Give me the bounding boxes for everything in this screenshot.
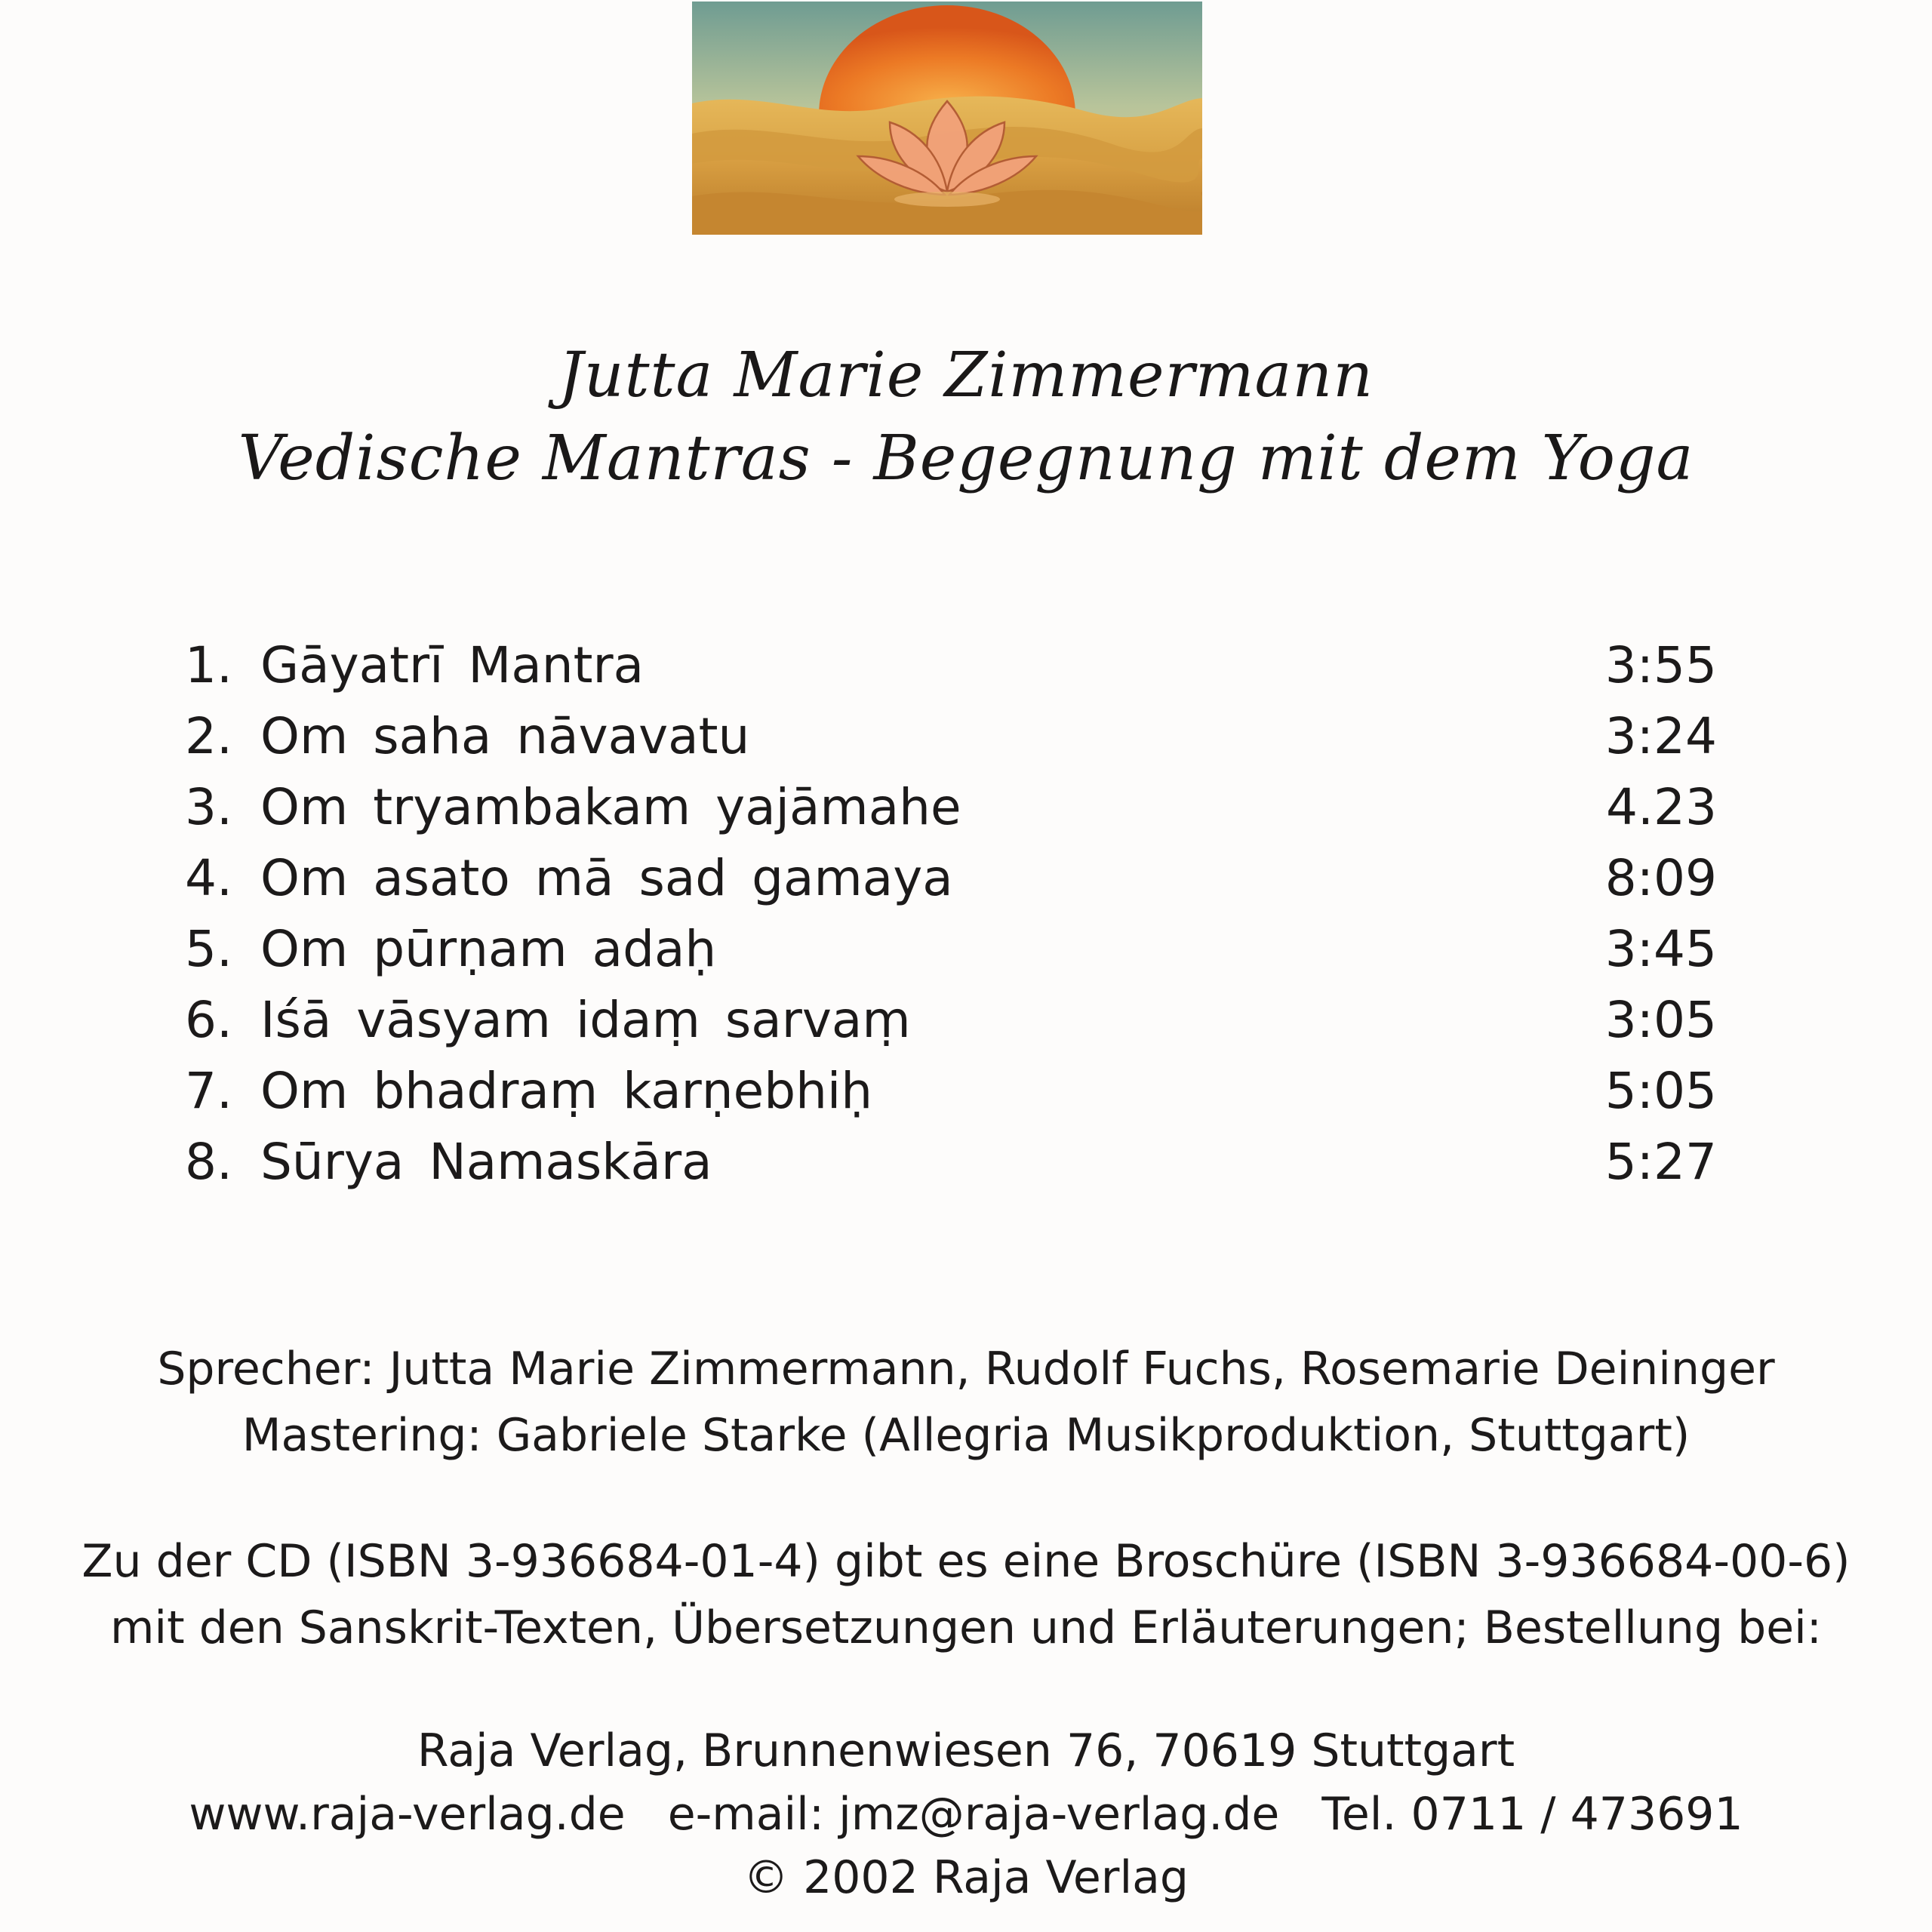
track-title: Om saha nāvavatu (260, 707, 750, 765)
track-row (185, 772, 1717, 843)
email-link[interactable]: e-mail: jmz@raja-verlag.de (667, 1788, 1280, 1841)
track-number: 7. (185, 1062, 232, 1120)
track-row (185, 1056, 1717, 1127)
track-title: Gāyatrī Mantra (260, 636, 645, 694)
brochure-info-line: mit den Sanskrit-Texten, Übersetzungen und Erläuterungen; Bestellung bei: (109, 1601, 1823, 1654)
track-duration: 5:05 (1604, 1062, 1717, 1120)
brochure-info (0, 1528, 1932, 1661)
track-duration: 8:09 (1604, 849, 1717, 907)
track-row (185, 1127, 1717, 1198)
artist-name: Jutta Marie Zimmermann (558, 340, 1374, 411)
track-number: 2. (185, 707, 232, 765)
track-number: 3. (185, 778, 232, 836)
track-row (185, 701, 1717, 772)
track-duration: 3:05 (1604, 991, 1717, 1049)
track-title: Om tryambakam yajāmahe (260, 778, 961, 836)
lotus-sunrise-illustration (692, 2, 1202, 235)
track-duration: 3:24 (1604, 707, 1717, 765)
track-row (185, 843, 1717, 914)
contact-line (0, 1783, 1932, 1846)
track-row (185, 914, 1717, 985)
track-title: Om bhadraṃ karṇebhiḥ (260, 1062, 873, 1120)
credits (0, 1336, 1932, 1469)
track-duration: 3:55 (1604, 636, 1717, 694)
track-row (185, 985, 1717, 1056)
track-number: 8. (185, 1133, 232, 1191)
publisher-address: Raja Verlag, Brunnenwiesen 76, 70619 Stuttgart (417, 1724, 1515, 1777)
track-title: Iśā vāsyam idaṃ sarvaṃ (260, 991, 911, 1049)
track-number: 1. (185, 636, 232, 694)
track-duration: 4.23 (1606, 778, 1717, 836)
lotus-sunrise-image (692, 2, 1202, 235)
track-number: 6. (185, 991, 232, 1049)
mastering-credit: Mastering: Gabriele Starke (Allegria Musikproduktion, Stuttgart) (242, 1409, 1690, 1462)
copyright: © 2002 Raja Verlag (743, 1851, 1189, 1904)
track-row (185, 630, 1717, 701)
brochure-info-line: Zu der CD (ISBN 3-936684-01-4) gibt es eine Broschüre (ISBN 3-936684-00-6) (82, 1535, 1850, 1588)
track-number: 4. (185, 849, 232, 907)
track-title: Om asato mā sad gamaya (260, 849, 953, 907)
track-title: Sūrya Namaskāra (260, 1133, 712, 1191)
track-number: 5. (185, 920, 232, 978)
website-link[interactable]: www.raja-verlag.de (189, 1788, 626, 1841)
tracklist (185, 630, 1717, 1198)
publisher-info (0, 1719, 1932, 1909)
track-duration: 3:45 (1604, 920, 1717, 978)
track-title: Om pūrṇam adaḥ (260, 920, 717, 978)
phone-number: Tel. 0711 / 473691 (1321, 1788, 1743, 1841)
album-title: Vedische Mantras - Begegnung mit dem Yoga (238, 423, 1694, 494)
track-duration: 5:27 (1604, 1133, 1717, 1191)
speakers-credit: Sprecher: Jutta Marie Zimmermann, Rudolf Fuchs, Rosemarie Deininger (157, 1343, 1775, 1395)
